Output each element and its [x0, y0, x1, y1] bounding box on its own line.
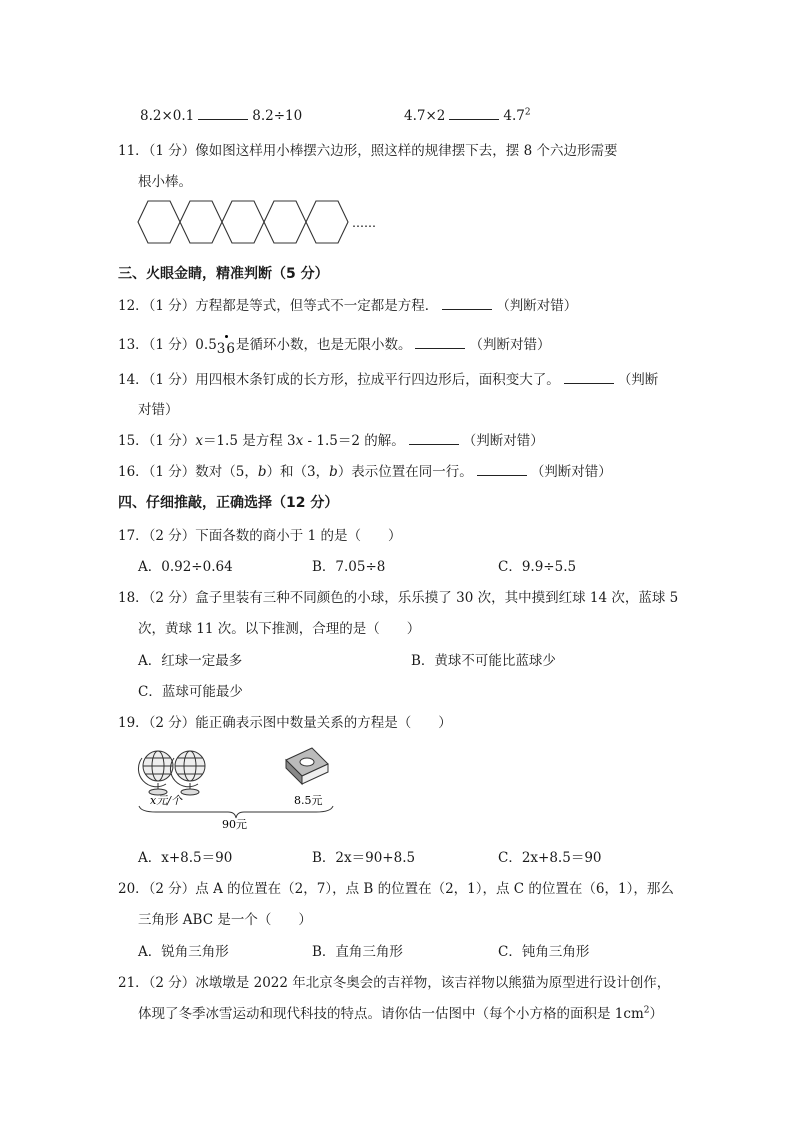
- answer-blank[interactable]: [442, 297, 492, 310]
- q21-stem-cont: 体现了冬季冰雪运动和现代科技的特点。请你估一估图中（每个小方格的面积是 $1cm^2$）: [138, 1005, 663, 1022]
- hexagon-4: [264, 201, 306, 243]
- answer-blank[interactable]: [409, 432, 459, 445]
- q15: 15．（1 分）x＝1.5 是方程 3x - 1.5＝2 的解。 （判断对错）: [118, 433, 544, 449]
- q19-option-b[interactable]: B．2x＝90+8.5: [312, 850, 416, 866]
- q18-option-a[interactable]: A．红球一定最多: [138, 653, 243, 669]
- q17-option-b[interactable]: B．7.05÷8: [312, 559, 386, 575]
- answer-blank[interactable]: [564, 371, 614, 384]
- q14-cont: 对错）: [138, 402, 179, 418]
- q17-stem: 17．（2 分）下面各数的商小于 1 的是（ ）: [118, 528, 402, 544]
- q19-option-a[interactable]: A．x+8.5＝90: [138, 850, 233, 866]
- hexagon-chain-figure: [136, 198, 386, 248]
- q19-stem: 19．（2 分）能正确表示图中数量关系的方程是（ ）: [118, 715, 452, 731]
- q12: 12．（1 分）方程都是等式，但等式不一定都是方程． （判断对错）: [118, 298, 578, 314]
- globe-icon: [138, 751, 173, 795]
- q16: 16．（1 分）数对（5，b）和（3，b）表示位置在同一行。 （判断对错）: [118, 464, 612, 480]
- q18-option-c[interactable]: C．蓝球可能最少: [138, 684, 243, 700]
- globe-icon: [170, 751, 205, 795]
- q17-option-c[interactable]: C．9.9÷5.5: [498, 559, 577, 575]
- q21-stem: 21．（2 分）冰墩墩是 2022 年北京冬奥会的吉祥物，该吉祥物以熊猫为原型进行设计创作，: [118, 975, 671, 991]
- q18-stem: 18．（2 分）盒子里装有三种不同颜色的小球，乐乐摸了 30 次，其中摸到红球 14 次，蓝球 5: [118, 590, 679, 606]
- q10-left: 8.2×0.1 8.2÷10: [140, 108, 303, 124]
- total-price-label: 90元: [222, 818, 247, 831]
- q20-stem: 20．（2 分）点 A 的位置在（2，7），点 B 的位置在（2，1），点 C 的位置在（6，1），那么: [118, 881, 674, 897]
- q19-option-c[interactable]: C．2x+8.5＝90: [498, 850, 602, 866]
- answer-blank[interactable]: [198, 107, 248, 120]
- total-brace: [139, 806, 333, 818]
- repeating-digits: 36: [216, 341, 236, 357]
- q20-stem-cont: 三角形 ABC 是一个（ ）: [138, 912, 312, 928]
- q18-option-b[interactable]: B．黄球不可能比蓝球少: [411, 653, 556, 669]
- hexagon-3: [222, 201, 264, 243]
- book-icon: [286, 748, 328, 784]
- hexagon-5: [306, 201, 348, 243]
- hexagon-1: [138, 201, 180, 243]
- globes-and-book-figure: [136, 740, 336, 832]
- answer-blank[interactable]: [477, 463, 527, 476]
- answer-blank[interactable]: [415, 336, 465, 349]
- q10-right: 4.7×2 $4.7^2$: [404, 107, 531, 124]
- q14: 14．（1 分）用四根木条钉成的长方形，拉成平行四边形后，面积变大了。 （判断: [118, 372, 659, 388]
- q11-stem-cont: 根小棒。: [138, 174, 192, 190]
- book-price-label: 8.5元: [294, 794, 323, 807]
- q20-option-b[interactable]: B．直角三角形: [312, 944, 403, 960]
- section-4-heading: 四、仔细推敲，正确选择（12 分）: [118, 495, 339, 511]
- q18-stem-cont: 次，黄球 11 次。以下推测，合理的是（ ）: [138, 621, 421, 637]
- q20-option-a[interactable]: A．锐角三角形: [138, 944, 229, 960]
- q11-stem: 11．（1 分）像如图这样用小棒摆六边形，照这样的规律摆下去，摆 8 个六边形需要: [118, 143, 618, 159]
- hexagon-2: [180, 201, 222, 243]
- section-3-heading: 三、火眼金睛，精准判断（5 分）: [118, 266, 329, 282]
- ellipsis: ……: [352, 216, 376, 230]
- q17-option-a[interactable]: A．0.92÷0.64: [138, 559, 233, 575]
- answer-blank[interactable]: [449, 107, 499, 120]
- q13: 13．（1 分）0.536是循环小数，也是无限小数。 （判断对错）: [118, 337, 551, 357]
- q20-option-c[interactable]: C．钝角三角形: [498, 944, 590, 960]
- x-price-label: x元/个: [150, 794, 182, 807]
